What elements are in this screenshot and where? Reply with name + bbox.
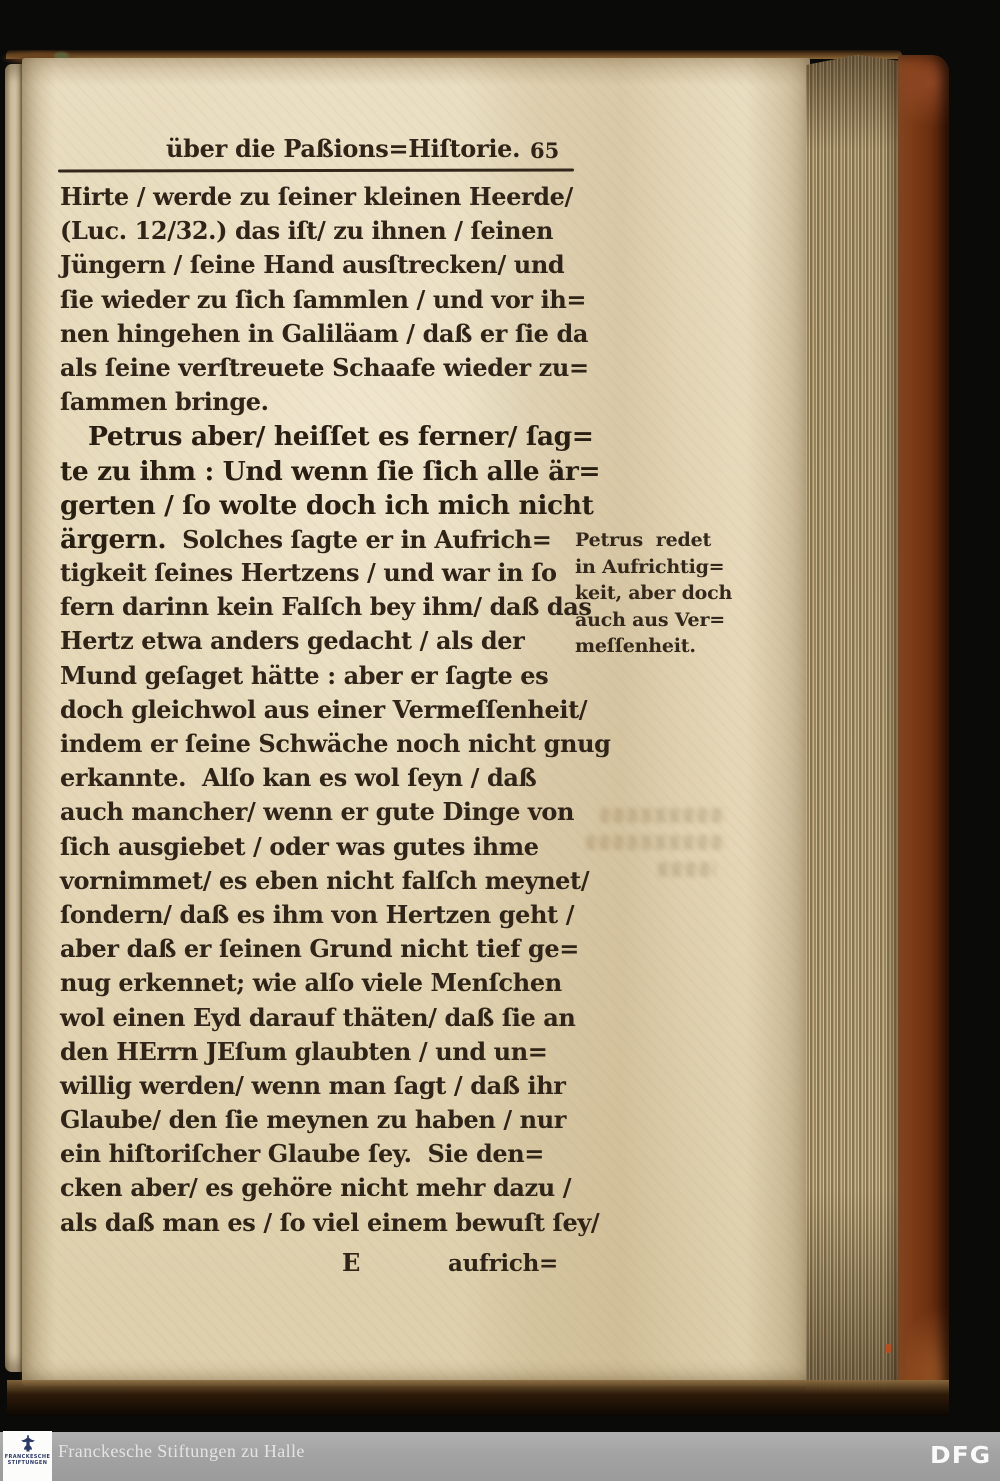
text-line: Glaube/ den ſie meynen zu haben / nur bbox=[60, 1105, 566, 1135]
margin-note bbox=[575, 529, 745, 662]
fore-edge-pages bbox=[806, 55, 900, 1405]
leather-cover bbox=[898, 55, 949, 1415]
eagle-icon bbox=[18, 1434, 38, 1454]
footer-institution-title: Franckesche Stiftungen zu Halle bbox=[58, 1441, 305, 1461]
text-line: als ſeine verſtreuete Schaafe wieder zu= bbox=[60, 352, 589, 382]
text-line: ärgern. Solches ſagte er in Aufrich= bbox=[60, 523, 552, 555]
text-line: vornimmet/ es eben nicht falſch meynet/ bbox=[60, 865, 590, 895]
logo-text-line1: FRANCKESCHE bbox=[4, 1454, 51, 1460]
text-line: nen hingehen in Galiläam / daß er ſie da bbox=[60, 318, 588, 348]
orange-mark bbox=[886, 1344, 891, 1353]
text-line: te zu ihm : Und wenn ſie ſich alle är= bbox=[60, 455, 601, 487]
text-line: tigkeit ſeines Hertzens / und war in ſo bbox=[60, 558, 557, 588]
text-line: ſondern/ daß es ihm von Hertzen geht / bbox=[60, 899, 575, 929]
text-line: ſich ausgiebet / oder was gutes ihme bbox=[60, 831, 539, 861]
catchword: aufrich= bbox=[448, 1250, 558, 1277]
text-line: fern darinn kein Falſch bey ihm/ daß das bbox=[60, 592, 592, 622]
text-line: als daß man es / ſo viel einem bewuſt ſey/ bbox=[60, 1207, 600, 1237]
text-line: ein hiſtoriſcher Glaube ſey. Sie den= bbox=[60, 1139, 544, 1169]
show-through-smudge bbox=[574, 808, 726, 877]
logo-text-line2: STIFTUNGEN bbox=[7, 1460, 48, 1466]
margin-note-line: Petrus redet bbox=[575, 529, 712, 551]
text-line: ſammen bringe. bbox=[60, 387, 269, 417]
text-line: aber daß er ſeinen Grund nicht tief ge= bbox=[60, 934, 579, 964]
scanned-page bbox=[22, 58, 810, 1386]
text-line: Jüngern / ſeine Hand ausſtrecken/ und bbox=[60, 250, 565, 280]
text-line: Mund geſaget hätte : aber er ſagte es bbox=[60, 660, 549, 690]
margin-note-line: meſſenheit. bbox=[575, 635, 696, 658]
page-number: 65 bbox=[530, 138, 560, 163]
franckesche-stiftungen-logo bbox=[3, 1431, 52, 1481]
text-line: erkannte. Alſo kan es wol ſeyn / daß bbox=[60, 763, 537, 793]
text-line: willig werden/ wenn man ſagt / daß ihr bbox=[60, 1070, 566, 1100]
text-line: doch gleichwol aus einer Vermeſſenheit/ bbox=[60, 694, 588, 724]
running-title: über die Paßions=Hiſtorie. bbox=[166, 134, 521, 163]
text-line: wol einen Eyd darauf thäten/ daß ſie an bbox=[60, 1002, 576, 1032]
text-line: auch mancher/ wenn er gute Dinge von bbox=[60, 797, 575, 827]
text-line: cken aber/ es gehöre nicht mehr dazu / bbox=[60, 1173, 572, 1203]
text-line: (Luc. 12/32.) das iſt/ zu ihnen / ſeinen bbox=[60, 216, 554, 246]
main-text bbox=[60, 182, 611, 1242]
dfg-logo: DFG bbox=[930, 1443, 992, 1469]
header-rule bbox=[58, 168, 574, 172]
book-bottom-shadow bbox=[7, 1380, 949, 1416]
text-line: den HErrn JEſum glaubten / und un= bbox=[60, 1036, 548, 1066]
margin-note-line: auch aus Ver= bbox=[575, 608, 725, 631]
text-line: nug erkennet; wie alſo viele Menſchen bbox=[60, 968, 562, 998]
text-line: Petrus aber/ heiſſet es ferner/ ſag= bbox=[88, 421, 594, 453]
margin-note-line: in Aufrichtig= bbox=[575, 555, 725, 578]
signature-mark: E bbox=[342, 1248, 361, 1277]
text-line: gerten / ſo wolte doch ich mich nicht bbox=[60, 489, 594, 521]
text-line: ſie wieder zu ſich ſammlen / und vor ih= bbox=[60, 284, 587, 314]
text-line: Hertz etwa anders gedacht / als der bbox=[60, 626, 525, 656]
margin-note-line: keit, aber doch bbox=[575, 582, 733, 605]
text-line: Hirte / werde zu ſeiner kleinen Heerde/ bbox=[60, 182, 573, 211]
text-line: indem er ſeine Schwäche noch nicht gnug bbox=[60, 729, 611, 758]
